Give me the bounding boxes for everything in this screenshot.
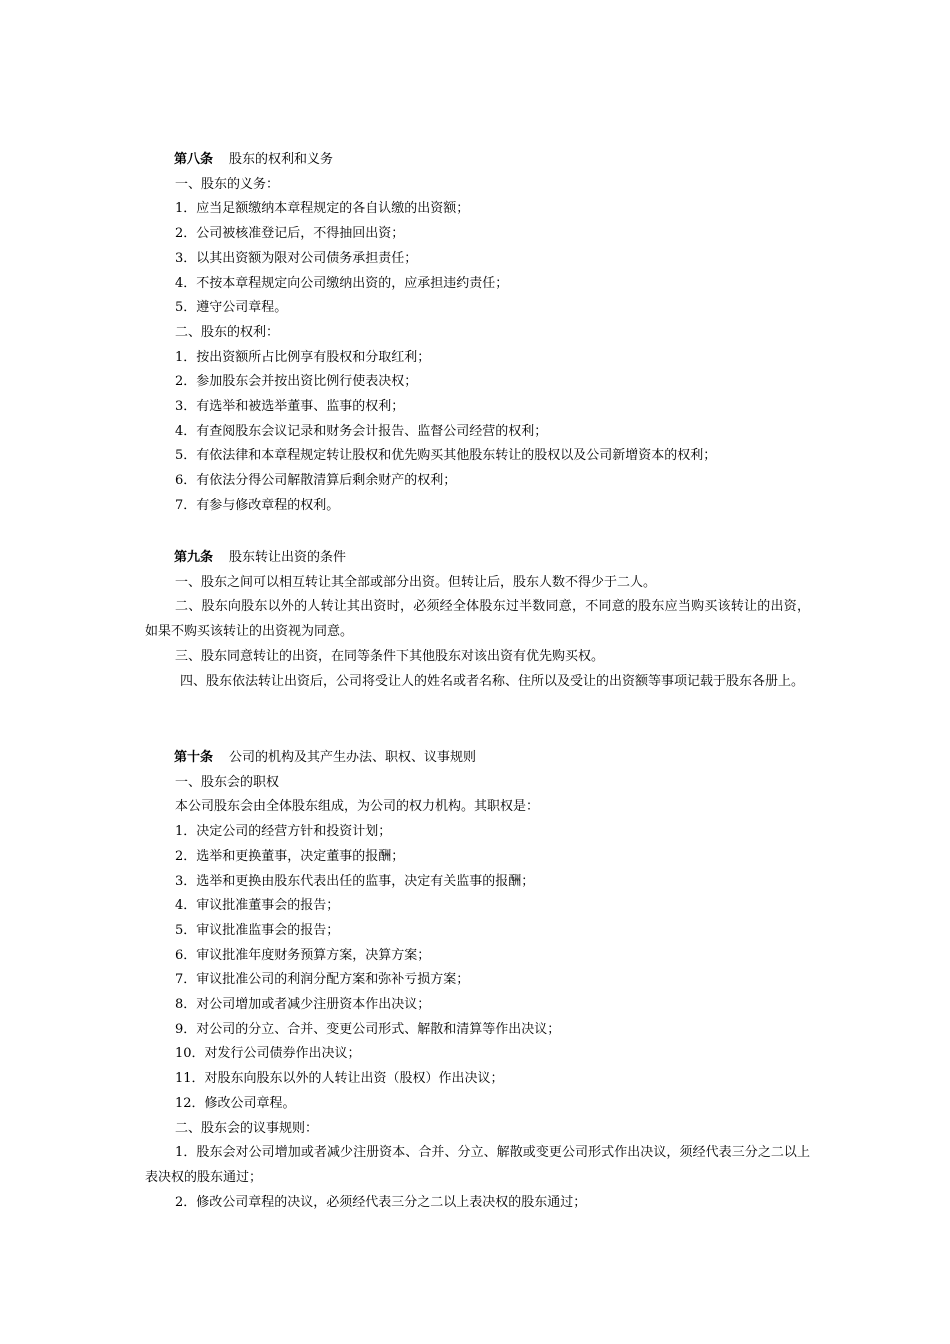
article-title: 股东的权利和义务 [229, 152, 334, 167]
paragraph: 一、股东之间可以相互转让其全部或部分出资。但转让后，股东人数不得少于二人。 [175, 574, 657, 590]
article-10 [145, 746, 810, 1215]
text-line: 5．遵守公司章程。 [175, 300, 288, 316]
article-9-heading [145, 546, 810, 571]
text-line: 一、股东的义务： [175, 176, 280, 192]
text-line: 1．决定公司的经营方针和投资计划； [175, 824, 392, 840]
text-line: 10．对发行公司债券作出决议； [175, 1046, 361, 1062]
article-title: 公司的机构及其产生办法、职权、议事规则 [229, 750, 477, 765]
text-line: 3．选举和更换由股东代表出任的监事，决定有关监事的报酬； [175, 873, 535, 889]
article-8-heading [145, 148, 810, 173]
text-line: 本公司股东会由全体股东组成，为公司的权力机构。其职权是： [175, 799, 540, 815]
text-line: 4．审议批准董事会的报告； [175, 898, 340, 914]
paragraph: 二、股东向股东以外的人转让其出资时，必须经全体股东过半数同意，不同意的股东应当购买该转让的出资，如果不购买该转让的出资视为同意。 [145, 599, 810, 640]
text-line: 5．审议批准监事会的报告； [175, 922, 340, 938]
text-line: 6．审议批准年度财务预算方案，决算方案； [175, 947, 431, 963]
paragraph: 1．股东会对公司增加或者减少注册资本、合并、分立、解散或变更公司形式作出决议，须经代表三分之二以上表决权的股东通过； [145, 1145, 810, 1185]
text-line: 2．公司被核准登记后，不得抽回出资； [175, 226, 405, 242]
text-line: 一、股东会的职权 [175, 774, 280, 790]
article-title: 股东转让出资的条件 [229, 550, 347, 565]
text-line: 7．审议批准公司的利润分配方案和弥补亏损方案； [175, 972, 470, 988]
text-line: 二、股东会的议事规则： [175, 1120, 319, 1136]
text-line: 6．有依法分得公司解散清算后剩余财产的权利； [175, 473, 457, 489]
text-line: 11．对股东向股东以外的人转让出资（股权）作出决议； [175, 1071, 504, 1087]
paragraph: 三、股东同意转让的出资，在同等条件下其他股东对该出资有优先购买权。 [175, 648, 605, 664]
text-line: 二、股东的权利： [175, 324, 280, 340]
text-line: 1．应当足额缴纳本章程规定的各自认缴的出资额； [175, 201, 470, 217]
text-line: 3．有选举和被选举董事、监事的权利； [175, 399, 405, 415]
paragraph: 四、股东依法转让出资后，公司将受让人的姓名或者名称、住所以及受让的出资额等事项记载于股东各册上。 [180, 673, 805, 689]
text-line: 1．按出资额所占比例享有股权和分取红利； [175, 349, 431, 365]
paragraph: 2．修改公司章程的决议，必须经代表三分之二以上表决权的股东通过； [175, 1194, 587, 1210]
text-line: 5．有依法律和本章程规定转让股权和优先购买其他股东转让的股权以及公司新增资本的权利； [175, 448, 717, 464]
text-line: 3．以其出资额为限对公司债务承担责任； [175, 250, 418, 266]
text-line: 2．参加股东会并按出资比例行使表决权； [175, 374, 418, 390]
text-line: 8．对公司增加或者减少注册资本作出决议； [175, 997, 431, 1013]
article-8 [145, 148, 810, 519]
text-line: 7．有参与修改章程的权利。 [175, 497, 340, 513]
article-number: 第九条 [174, 550, 214, 565]
text-line: 12．修改公司章程。 [175, 1095, 296, 1111]
article-9 [145, 546, 810, 694]
article-10-heading [145, 746, 810, 771]
text-line: 4．有查阅股东会议记录和财务会计报告、监督公司经营的权利； [175, 423, 548, 439]
text-line: 4．不按本章程规定向公司缴纳出资的，应承担违约责任； [175, 275, 509, 291]
article-number: 第八条 [174, 152, 214, 167]
text-line: 2．选举和更换董事，决定董事的报酬； [175, 848, 405, 864]
article-number: 第十条 [174, 750, 214, 765]
text-line: 9．对公司的分立、合并、变更公司形式、解散和清算等作出决议； [175, 1021, 561, 1037]
